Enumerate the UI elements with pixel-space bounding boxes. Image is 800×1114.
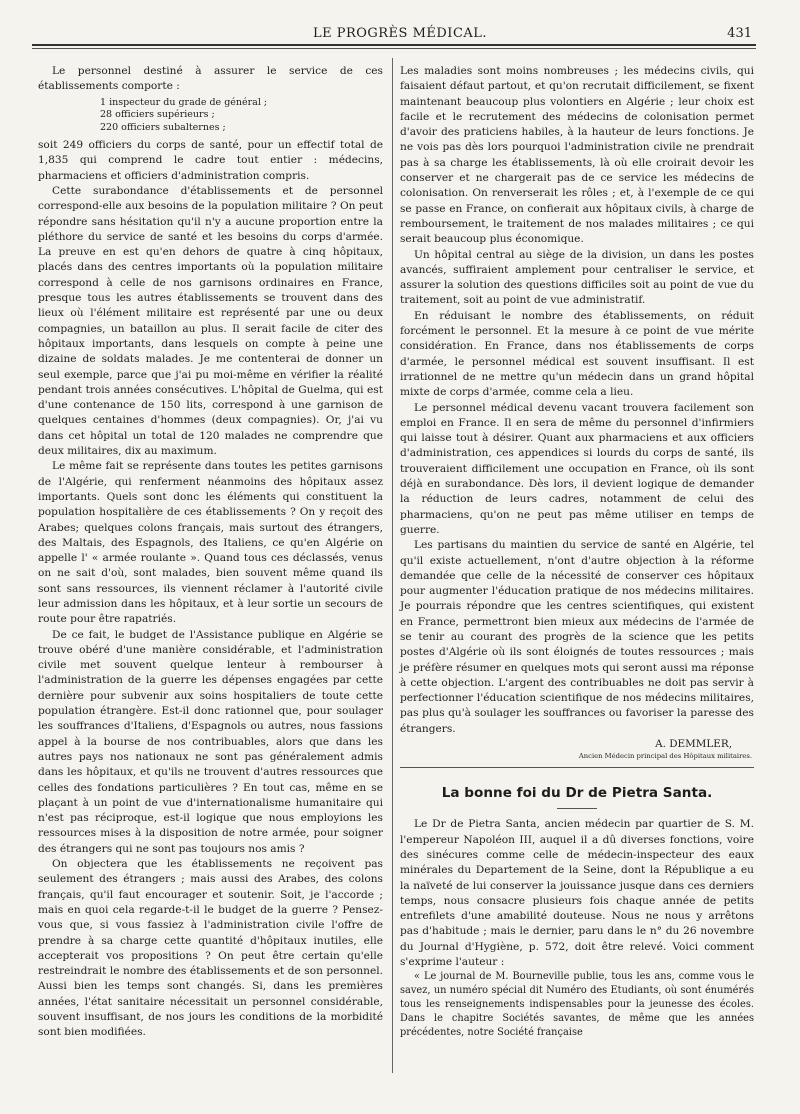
paragraph: En réduisant le nombre des établissements, on réduit forcément le personnel. Et la mesure à ce point de vue mérite considération. En France, dans nos établissements de corps d'armée, le personnel médical est souvent insuffisant. Il est irrationnel de ne mettre qu'un médecin dans un grand hôpital mixte de corps d'armée, comme cela a lieu.	[400, 309, 754, 399]
paragraph: De ce fait, le budget de l'Assistance publique en Algérie se trouve obéré d'une manière considérable, et l'administration civile met souvent quelque lenteur à rembourser à l'administration de la guerre les dépenses engagées par cette dernière pour subvenir aux soins hospitaliers de toute cette population étrangère. Est-il donc rationnel que, pour soulager les souffrances d'Italiens, d'Espagnols ou autres, nous fassions appel à la bourse de nos contribuables, alors que dans les autres pays nos nationaux ne sont pas généralement admis dans les hôpitaux, et qu'ils ne trouvent d'autres ressources que celles des fondations particulières ? En tout cas, même en se plaçant à un point de vue d'internationalisme humanitaire qui n'est pas réciproque, est-il logique que nous employions les ressources mises à la disposition de notre armée, pour soigner des étrangers qui ne sont pas toujours nos amis ?	[38, 628, 383, 855]
title-rule	[557, 808, 597, 809]
author-signature: A. DEMMLER,	[655, 738, 732, 751]
paragraph: Le Dr de Pietra Santa, ancien médecin par quartier de S. M. l'empereur Napoléon III, auquel il a dû diverses fonctions, voire des sinécures comme celle de médecin-inspecteur des eaux minérales du Departement de la Seine, dont la République a eu la naïveté de lui conserver la jouissance jusque dans ces derniers temps, nous consacre plusieurs fois chaque année de petits entrefilets d'une amabilité douteuse. Nous ne nous y arrêtons pas d'habitude ; mais le dernier, paru dans le n° du 26 novembre du Journal d'Hygiène, p. 572, doit être relevé. Voici comment s'exprime l'auteur :	[400, 818, 754, 969]
quote-paragraph: « Le journal de M. Bourneville publie, tous les ans, comme vous le savez, un numéro spécial dit Numéro des Etudiants, où sont énumérés tous les renseignements indispensables pour la jeunesse des écoles. Dans le chapitre Sociétés savantes, de même que les années précédentes, notre Société française	[400, 971, 754, 1039]
column-divider	[392, 58, 393, 1073]
personnel-list	[100, 97, 383, 135]
paragraph: Cette surabondance d'établissements et de personnel correspond-elle aux besoins de la population militaire ? On peut répondre sans hésitation qu'il n'y a aucune proportion entre la pléthore du service de santé et les besoins du corps d'armée. La preuve en est qu'en dehors de quatre à cinq hôpitaux, placés dans des centres importants où la population militaire correspond à celle de nos garnisons ordinaires en France, presque tous les autres établissements se trouvent dans des lieux où l'élément militaire est représenté par une ou deux compagnies, un bataillon au plus. Il serait facile de citer des hôpitaux importants, dans lesquels on compte à peine une dizaine de soldats malades. Je me contenterai de donner un seul exemple, parce que j'ai pu moi-même en vérifier la réalité pendant trois années consécutives. L'hôpital de Guelma, qui est d'une contenance de 150 lits, correspond à une garnison de quelques centaines d'hommes (deux compagnies). Or, j'ai vu dans cet hôpital un total de 120 malades ne comprendre que deux militaires, dix au maximum.	[38, 184, 383, 458]
list-item: 1 inspecteur du grade de général ;	[100, 96, 268, 108]
right-column	[400, 64, 754, 1040]
page-header	[30, 26, 770, 42]
section-title: La bonne foi du Dr de Pietra Santa.	[441, 785, 713, 802]
article-end-rule	[400, 767, 754, 768]
author-title: Ancien Médecin principal des Hôpitaux militaires.	[578, 752, 752, 761]
header-rule-thin	[32, 48, 756, 49]
list-item: 28 officiers supérieurs ;	[100, 109, 215, 121]
intro-paragraph: Le personnel destiné à assurer le service de ces établissements comporte :	[38, 65, 383, 93]
journal-title: LE PROGRÈS MÉDICAL.	[312, 26, 488, 41]
paragraph: Les maladies sont moins nombreuses ; les médecins civils, qui faisaient défaut partout, et qu'on recrutait difficilement, se fixent maintenant beaucoup plus volontiers en Algérie ; leur choix est facile et le recrutement des médecins de colonisation permet d'avoir des praticiens habiles, à la hauteur de leurs fonctions. Je ne vois pas dès lors pourquoi l'administration civile ne prendrait pas à sa charge les établissements, là où elle croirait devoir les conserver et ne chargerait pas de ce service les médecins de colonisation. On renverserait les rôles ; et, à l'exemple de ce qui se passe en France, on confierait aux hôpitaux civils, à charge de remboursement, le traitement de nos malades militaires ; ce qui serait beaucoup plus économique.	[400, 65, 754, 246]
list-item: 220 officiers subalternes ;	[100, 121, 226, 133]
paragraph: Un hôpital central au siège de la division, un dans les postes avancés, suffiraient amplement pour centraliser le service, et assurer la solution des questions difficiles soit au point de vue du traitement, soit au point de vue administratif.	[400, 248, 754, 307]
header-rule	[32, 44, 756, 46]
paragraph: Le personnel médical devenu vacant trouvera facilement son emploi en France. Il en sera de même du personnel d'infirmiers qui laisse tout à désirer. Quant aux pharmaciens et aux officiers d'administration, ces appendices si lourds du corps de santé, ils trouveraient difficilement une occupation en France, où ils sont déjà en surabondance. Dès lors, il devient logique de demander la réduction de leurs cadres, notamment de celui des pharmaciens, qu'on ne peut pas même utiliser en temps de guerre.	[400, 401, 754, 536]
paragraph: On objectera que les établissements ne reçoivent pas seulement des étrangers ; mais aussi des Arabes, des colons français, qu'il faut encourager et soutenir. Soit, je l'accorde ; mais en quoi cela regarde-t-il le budget de la guerre ? Pensez-vous que, si vous fassiez à l'administration civile l'offre de prendre à sa charge cette quantité d'hôpitaux inutiles, elle accepterait vos propositions ? On peut être certain qu'elle restreindrait le nombre des établissements et de son personnel. Aussi bien les temps sont changés. Si, dans les premières années, l'état sanitaire nécessitait un personnel considérable, souvent insuffisant, de nos jours les conditions de la morbidité sont bien modifiées.	[38, 858, 383, 1039]
paragraph: soit 249 officiers du corps de santé, pour un effectif total de 1,835 qui comprend le cadre tout entier : médecins, pharmaciens et officiers d'administration compris.	[38, 139, 383, 182]
page-number: 431	[727, 26, 752, 41]
paragraph: Les partisans du maintien du service de santé en Algérie, tel qu'il existe actuellement, n'ont d'autre objection à la réforme demandée que celle de la nécessité de conserver ces hôpitaux pour augmenter l'éducation pratique de nos médecins militaires. Je pourrais répondre que les centres scientifiques, qui existent en France, permettront bien mieux aux médecins de l'armée de se tenir au courant des progrès de la science que les petits postes d'Algérie où ils sont éloignés de toutes ressources ; mais je préfère résumer en quelques mots qui seront aussi ma réponse à cette objection. L'argent des contribuables ne doit pas servir à perfectionner l'éducation scientifique de nos médecins militaires, pas plus qu'à soulager les souffrances ou favoriser la paresse des étrangers.	[400, 539, 754, 735]
left-column	[38, 64, 383, 1041]
paragraph: Le même fait se représente dans toutes les petites garnisons de l'Algérie, qui renferment néanmoins des hôpitaux assez importants. Quels sont donc les éléments qui constituent la population hospitalière de ces établissements ? On y reçoit des Arabes; quelques colons français, mais surtout des étrangers, des Maltais, des Espagnols, des Italiens, ce qu'en Algérie on appelle l' « armée roulante ». Quand tous ces déclassés, venus on ne sait d'où, sont malades, bien souvent même quand ils sont sans ressources, ils viennent réclamer à l'autorité civile leur admission dans les hôpitaux, et à leur sortie un secours de route pour être rapatriés.	[38, 460, 383, 626]
